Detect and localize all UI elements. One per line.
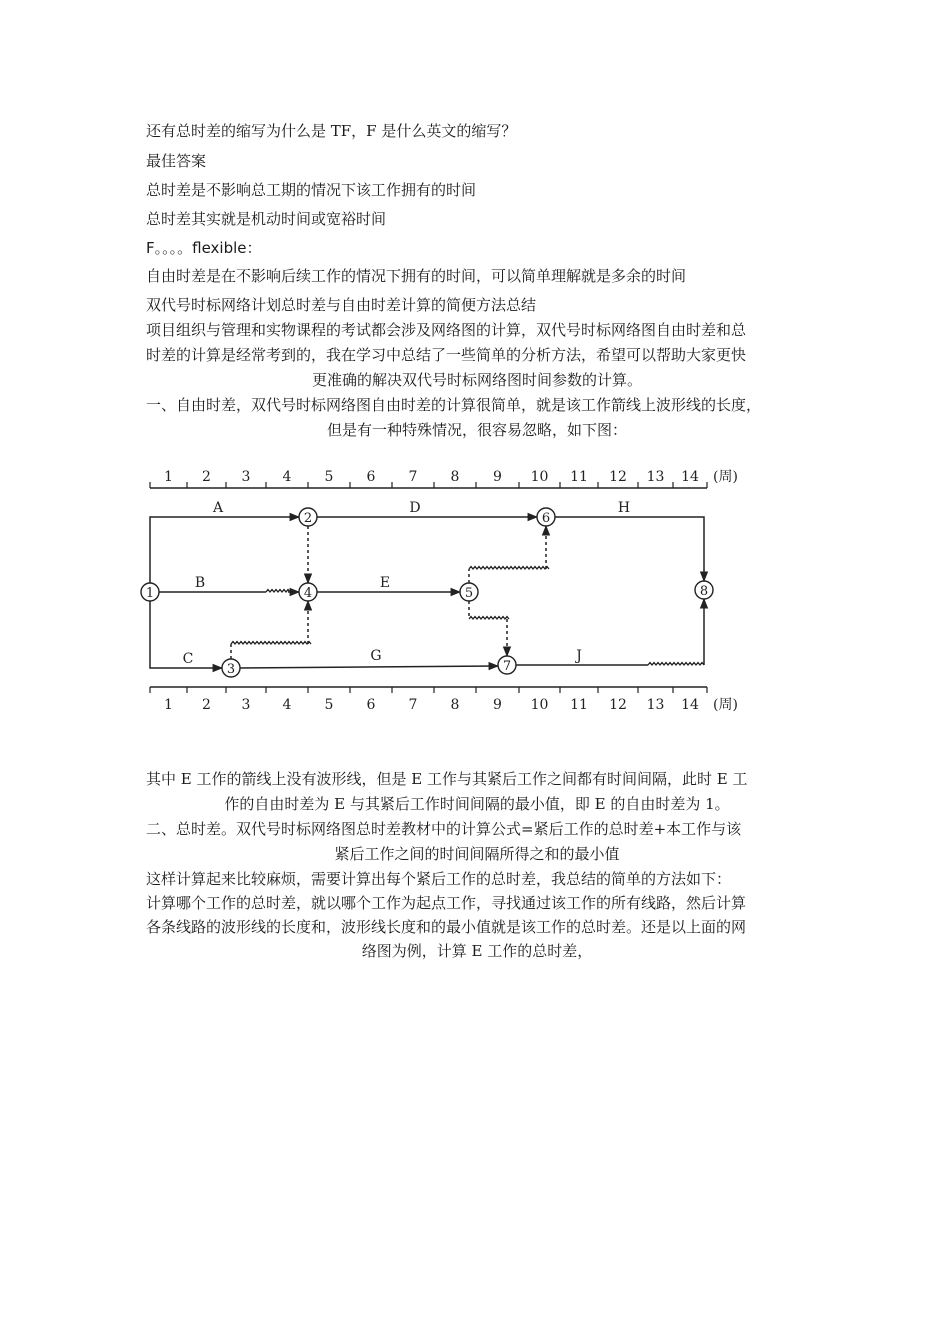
bottom-scale-unit: (周) xyxy=(713,697,738,713)
section2-line-2: 紧后工作之间的时间间隔所得之和的最小值 xyxy=(334,845,620,863)
section2-line-3: 这样计算起来比较麻烦，需要计算出每个紧后工作的总时差，我总结的简单的方法如下： xyxy=(146,870,732,888)
bottom-scale-label: 8 xyxy=(450,697,460,713)
answer-line-4: 自由时差是在不影响后续工作的情况下拥有的时间，可以简单理解就是多余的时间 xyxy=(146,267,687,285)
activity-label-a: A xyxy=(212,500,224,516)
dummy-5-6-wave xyxy=(469,567,549,570)
activity-h-arrow xyxy=(555,517,704,581)
node-label-3: 3 xyxy=(226,662,236,677)
bottom-scale-label: 9 xyxy=(493,697,502,713)
activity-a-arrow xyxy=(150,517,299,583)
activity-label-d: D xyxy=(409,500,421,516)
intro-line-2: 时差的计算是经常考到的，我在学习中总结了一些简单的分析方法，希望可以帮助大家更快 xyxy=(146,346,747,364)
activity-label-b: B xyxy=(194,575,206,591)
node-label-2: 2 xyxy=(303,511,313,526)
bottom-scale-label: 7 xyxy=(408,697,418,713)
section1-line-2: 但是有一种特殊情况，很容易忽略，如下图： xyxy=(326,421,627,439)
top-time-scale xyxy=(150,469,738,488)
top-scale-label: 13 xyxy=(646,469,665,485)
intro-line-3: 更准确的解决双代号时标网络图时间参数的计算。 xyxy=(311,371,642,389)
top-scale-label: 6 xyxy=(366,469,376,485)
activity-label-j: J xyxy=(576,648,582,664)
top-scale-label: 11 xyxy=(570,469,588,485)
bottom-scale-label: 11 xyxy=(570,697,588,713)
top-scale-label: 5 xyxy=(324,469,334,485)
top-scale-label: 3 xyxy=(241,469,251,485)
dummy-3-4-wave xyxy=(231,642,311,645)
activity-g-arrow xyxy=(240,666,498,668)
answer-line-3: F。。。。flexible： xyxy=(146,239,262,257)
top-scale-unit: (周) xyxy=(713,469,738,485)
section1-line-1: 一、自由时差，双代号时标网络图自由时差的计算很简单，就是该工作箭线上波形线的长度， xyxy=(146,396,762,414)
activity-label-e: E xyxy=(379,575,391,591)
bottom-scale-label: 1 xyxy=(164,697,173,713)
node-label-8: 8 xyxy=(699,584,709,599)
top-scale-label: 4 xyxy=(282,469,292,485)
top-scale-label: 12 xyxy=(609,469,627,485)
top-scale-label: 10 xyxy=(530,469,549,485)
top-scale-label: 7 xyxy=(408,469,418,485)
section2-line-6: 络图为例，计算 E 工作的总时差， xyxy=(361,942,593,960)
bottom-scale-label: 14 xyxy=(681,697,699,713)
node-label-5: 5 xyxy=(464,586,474,601)
bottom-scale-label: 10 xyxy=(530,697,549,713)
time-scaled-network-diagram xyxy=(136,456,752,726)
node-label-7: 7 xyxy=(502,659,512,674)
after-diagram-line-1: 其中 E 工作的箭线上没有波形线，但是 E 工作与其紧后工作之间都有时间间隔，此时 E 工 xyxy=(146,770,748,788)
top-scale-label: 14 xyxy=(681,469,699,485)
top-scale-label: 9 xyxy=(493,469,502,485)
node-label-1: 1 xyxy=(145,586,155,601)
answer-line-1: 总时差是不影响总工期的情况下该工作拥有的时间 xyxy=(146,181,477,199)
bottom-scale-label: 5 xyxy=(324,697,334,713)
activity-label-c: C xyxy=(182,651,194,667)
dummy-5-7-wave xyxy=(469,617,509,620)
section2-line-5: 各条线路的波形线的长度和，波形线长度和的最小值就是该工作的总时差。还是以上面的网 xyxy=(146,918,747,936)
top-scale-label: 1 xyxy=(164,469,173,485)
top-scale-label: 2 xyxy=(202,469,211,485)
section2-line-1: 二、总时差。双代号时标网络图总时差教材中的计算公式=紧后工作的总时差+本工作与该 xyxy=(146,820,742,838)
bottom-scale-label: 6 xyxy=(366,697,376,713)
activity-b-wave xyxy=(266,590,290,593)
activity-arrows xyxy=(150,517,704,668)
bottom-time-scale xyxy=(150,687,738,713)
after-diagram-line-2: 作的自由时差为 E 与其紧后工作时间间隔的最小值，即 E 的自由时差为 1。 xyxy=(224,795,730,813)
bottom-scale-label: 12 xyxy=(609,697,627,713)
best-answer-label: 最佳答案 xyxy=(146,152,207,170)
top-scale-label: 8 xyxy=(450,469,460,485)
node-label-6: 6 xyxy=(541,511,551,526)
bottom-scale-label: 13 xyxy=(646,697,665,713)
activity-label-h: H xyxy=(617,500,631,516)
bottom-scale-label: 4 xyxy=(282,697,292,713)
intro-line-1: 项目组织与管理和实物课程的考试都会涉及网络图的计算，双代号时标网络图自由时差和总 xyxy=(146,321,747,339)
bottom-scale-label: 2 xyxy=(202,697,211,713)
answer-line-2: 总时差其实就是机动时间或宽裕时间 xyxy=(146,210,387,228)
node-label-4: 4 xyxy=(303,586,313,601)
article-title: 双代号时标网络计划总时差与自由时差计算的简便方法总结 xyxy=(146,296,537,314)
activity-j-wave xyxy=(648,663,704,666)
activity-label-g: G xyxy=(370,648,382,664)
section2-line-4: 计算哪个工作的总时差，就以哪个工作为起点工作，寻找通过该工作的所有线路，然后计算 xyxy=(146,894,747,912)
bottom-scale-label: 3 xyxy=(241,697,251,713)
qa-question: 还有总时差的缩写为什么是 TF，F 是什么英文的缩写？ xyxy=(146,122,517,140)
